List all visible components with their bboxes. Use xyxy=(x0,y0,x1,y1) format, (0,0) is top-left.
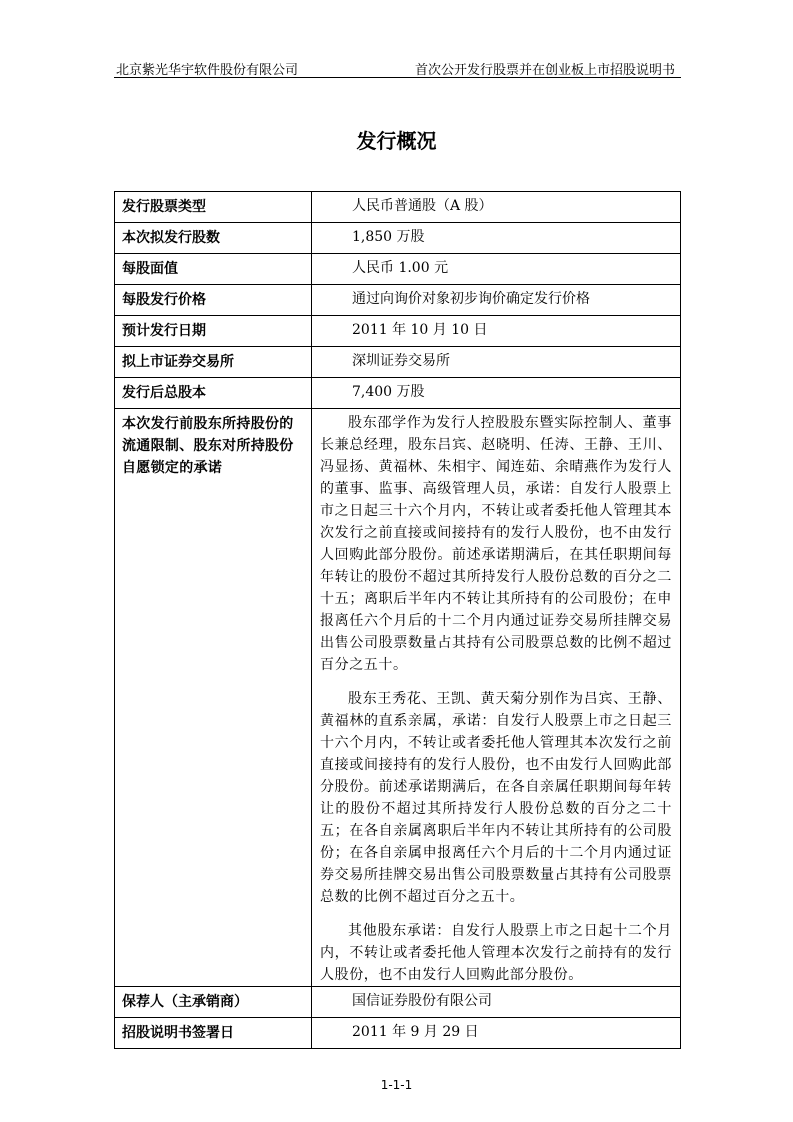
row-label: 发行后总股本 xyxy=(115,378,312,409)
lockup-paragraph: 股东王秀花、王凯、黄天菊分别作为吕宾、王静、黄福林的直系亲属，承诺：自发行人股票上市之日起三十六个月内，不转让或者委托他人管理其本次发行之前直接或间接持有的发行人股份，也不由发行人回购此部分股份。前述承诺期满后，在各自亲属任职期间每年转让的股份不超过其所持发行人股份总数的百分之二十五；在各自亲属离职后半年内不转让其所持有的公司股份；在各自亲属申报离任六个月后的十二个月内通过证券交易所挂牌交易出售公司股票数量占其持有公司股票总数的比例不超过百分之五十。 xyxy=(320,691,672,905)
row-label: 预计发行日期 xyxy=(115,316,312,347)
row-label: 招股说明书签署日 xyxy=(115,1018,312,1049)
row-value: 人民币 1.00 元 xyxy=(312,254,681,285)
table-row xyxy=(115,254,681,285)
row-label: 拟上市证券交易所 xyxy=(115,347,312,378)
row-value xyxy=(312,409,681,987)
table-row-lockup xyxy=(115,409,681,987)
row-label: 本次拟发行股数 xyxy=(115,223,312,254)
header-company: 北京紫光华宇软件股份有限公司 xyxy=(116,63,299,78)
row-value: 人民币普通股（A 股） xyxy=(312,192,681,223)
row-value: 7,400 万股 xyxy=(312,378,681,409)
table-row xyxy=(115,347,681,378)
row-value: 2011 年 9 月 29 日 xyxy=(312,1018,681,1049)
table-row xyxy=(115,378,681,409)
table-row xyxy=(115,223,681,254)
row-value: 国信证券股份有限公司 xyxy=(312,987,681,1018)
page-title: 发行概况 xyxy=(356,129,437,153)
offering-summary-table xyxy=(114,191,681,1049)
row-label: 保荐人（主承销商） xyxy=(115,987,312,1018)
row-value: 通过向询价对象初步询价确定发行价格 xyxy=(312,285,681,316)
row-value: 深圳证券交易所 xyxy=(312,347,681,378)
row-label: 发行股票类型 xyxy=(115,192,312,223)
table-row xyxy=(115,192,681,223)
row-label: 每股面值 xyxy=(115,254,312,285)
table-row xyxy=(115,1018,681,1049)
row-label: 本次发行前股东所持股份的流通限制、股东对所持股份自愿锁定的承诺 xyxy=(115,409,312,987)
row-label: 每股发行价格 xyxy=(115,285,312,316)
lockup-paragraph: 其他股东承诺：自发行人股票上市之日起十二个月内，不转让或者委托他人管理本次发行之前持有的发行人股份，也不由发行人回购此部分股份。 xyxy=(320,923,672,983)
row-value: 2011 年 10 月 10 日 xyxy=(312,316,681,347)
page-number: 1-1-1 xyxy=(380,1078,413,1092)
page-header xyxy=(114,57,681,78)
table-row xyxy=(115,316,681,347)
lockup-paragraph: 股东邵学作为发行人控股股东暨实际控制人、董事长兼总经理，股东吕宾、赵晓明、任涛、王静、王川、冯显扬、黄福林、朱相宇、闻连茹、余晴燕作为发行人的董事、监事、高级管理人员，承诺：自发行人股票上市之日起三十六个月内，不转让或者委托他人管理其本次发行之前直接或间接持有的发行人股份，也不由发行人回购此部分股份。前述承诺期满后，在其任职期间每年转让的股份不超过其所持发行人股份总数的百分之二十五；离职后半年内不转让其所持有的公司股份；在申报离任六个月后的十二个月内通过证券交易所挂牌交易出售公司股票数量占其持有公司股票总数的比例不超过百分之五十。 xyxy=(320,415,672,673)
table-row xyxy=(115,987,681,1018)
row-value: 1,850 万股 xyxy=(312,223,681,254)
table-row xyxy=(115,285,681,316)
header-document-title: 首次公开发行股票并在创业板上市招股说明书 xyxy=(414,63,675,78)
